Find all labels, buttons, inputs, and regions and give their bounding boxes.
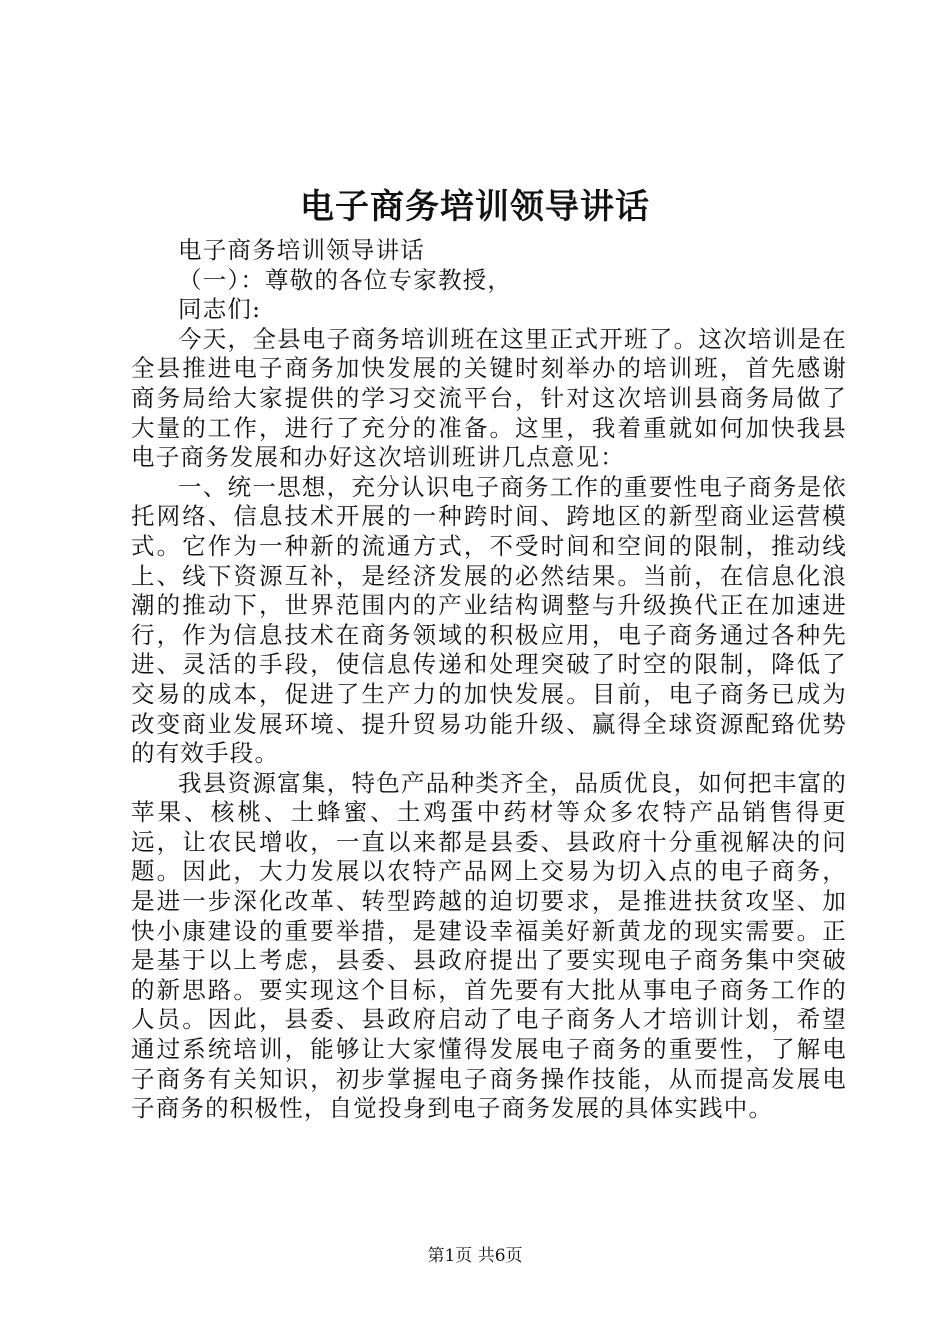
paragraph-intro: 今天，全县电子商务培训班在这里正式开班了。这次培训是在全县推进电子商务加快发展的关键时刻举办的培训班，首先感谢商务局给大家提供的学习交流平台，针对这次培训县商务局做了大量的工作，进行了充分的准备。这里，我着重就如何加快我县电子商务发展和办好这次培训班讲几点意见： (131, 324, 847, 472)
paragraph-salutation: （一）：尊敬的各位专家教授， (178, 265, 513, 294)
paragraph-resources: 我县资源富集，特色产品种类齐全，品质优良，如何把丰富的苹果、核桃、土蜂蜜、土鸡蛋中药材等众多农特产品销售得更远，让农民增收，一直以来都是县委、县政府十分重视解决的问题。因此，大力发展以农特产品网上交易为切入点的电子商务，是进一步深化改革、转型跨越的迫切要求，是推进扶贫攻坚、加快小康建设的重要举措，是建设幸福美好新黄龙的现实需要。正是基于以上考虑，县委、县政府提出了要实现电子商务集中突破的新思路。要实现这个目标，首先要有大批从事电子商务工作的人员。因此，县委、县政府启动了电子商务人才培训计划，希望通过系统培训，能够让大家懂得发展电子商务的重要性，了解电子商务有关知识，初步掌握电子商务操作技能，从而提高发展电子商务的积极性，自觉投身到电子商务发展的具体实践中。 (131, 768, 847, 1123)
paragraph-greeting: 同志们: (178, 295, 262, 324)
paragraph-subtitle: 电子商务培训领导讲话 (178, 236, 425, 264)
document-body (131, 236, 847, 1124)
paragraph-section-one: 一、统一思想，充分认识电子商务工作的重要性电子商务是依托网络、信息技术开展的一种跨时间、跨地区的新型商业运营模式。它作为一种新的流通方式，不受时间和空间的限制，推动线上、线下资源互补，是经济发展的必然结果。当前，在信息化浪潮的推动下，世界范围内的产业结构调整与升级换代正在加速进行，作为信息技术在商务领域的积极应用，电子商务通过各种先进、灵活的手段，使信息传递和处理突破了时空的限制，降低了交易的成本，促进了生产力的加快发展。目前，电子商务已成为改变商业发展环境、提升贸易功能升级、赢得全球资源配臵优势的有效手段。 (131, 472, 847, 768)
document-title: 电子商务培训领导讲话 (300, 187, 650, 227)
page-number: 第1页 共6页 (427, 1246, 523, 1266)
